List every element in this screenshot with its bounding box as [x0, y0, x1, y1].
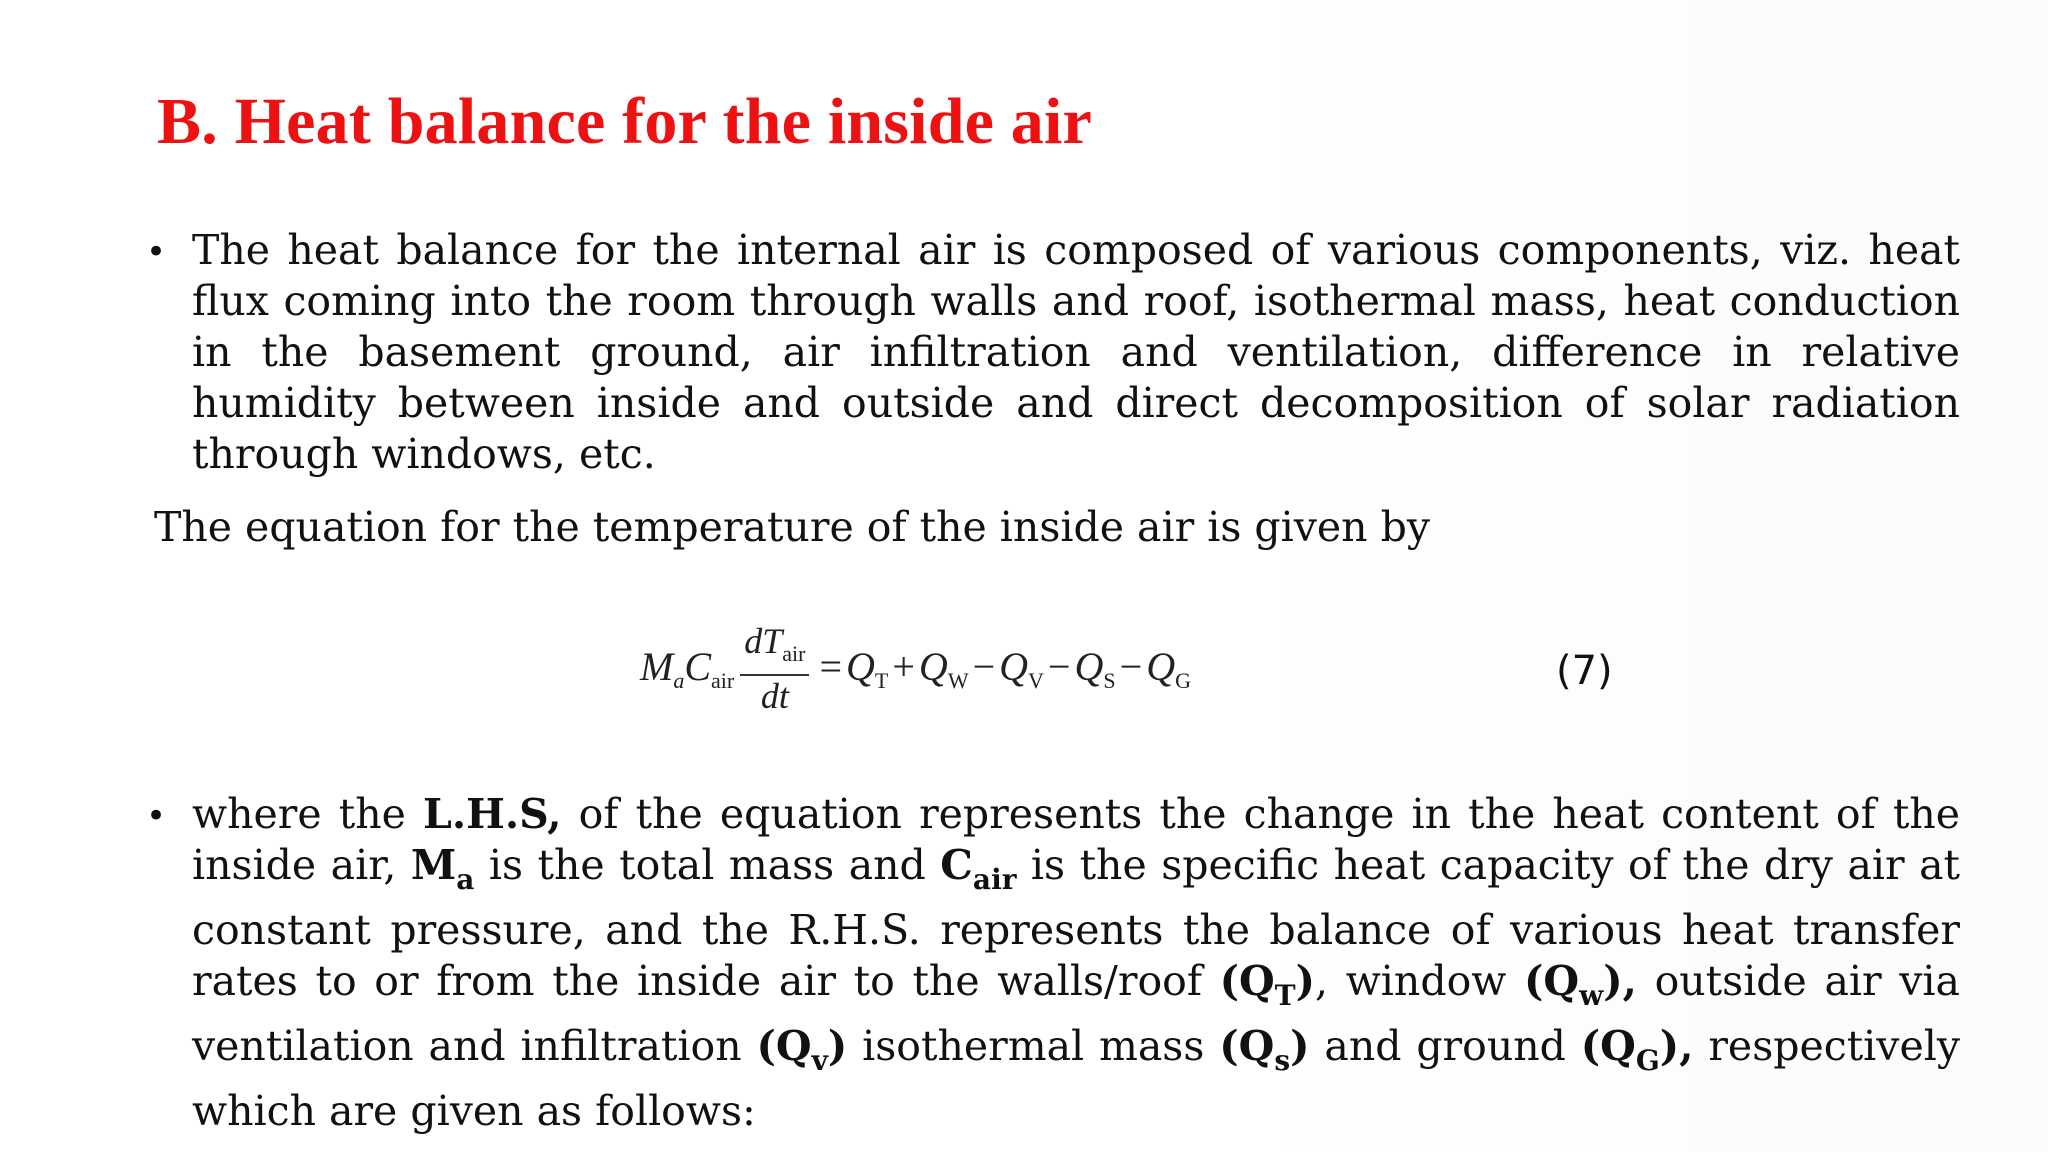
equation-term-qw: $Q_W$ [918, 643, 969, 693]
equation-operator: − [1047, 643, 1071, 689]
qw-symbol: $(Q_w)$, [1524, 957, 1637, 1012]
equation-number: (7) [1556, 648, 1613, 694]
equation-term-qt: $Q_T$ [846, 643, 889, 693]
bullet-paragraph-2: where the L.H.S, of the equation represents the change in the heat content of the inside air, $M_a$ is the total mass and $C_{air}$ is the specific heat capacity of the dry air at constant pressure, and the R.H.S. represents the balance of various heat transfer rates to or from the inside air to the walls/roof $(Q_T)$, window $(Q_w)$, outside air via ventilation and infiltration $(Q_v)$ isothermal mass $(Q_s)$ and ground $(Q_G)$, respectively which are given as follows: [192, 790, 1961, 1135]
qv-symbol: $(Q_v)$ [756, 1022, 848, 1077]
qt-symbol: $(Q_T)$ [1219, 957, 1316, 1012]
fraction-numerator: $dT_{air}$ [744, 620, 806, 666]
bullet-marker: • [146, 232, 167, 272]
equation-intro: The equation for the temperature of the inside air is given by [154, 503, 1431, 551]
mass-symbol: $M_a$ [410, 841, 475, 896]
equation-operator: − [1119, 643, 1143, 689]
equation-7 [640, 618, 1191, 718]
bullet-paragraph-1: The heat balance for the internal air is composed of various components, viz. heat flux coming into the room through walls and roof, isothermal mass, heat conduction in the basement ground, air infiltration and ventilation, difference in relative humidity between inside and outside and direct decomposition of solar radiation through windows, etc. [192, 226, 1960, 478]
qg-symbol: $(Q_G)$, [1580, 1022, 1694, 1077]
fraction-denominator: dt [760, 675, 789, 716]
equation-operator: = [819, 643, 843, 689]
equation-fraction [740, 621, 809, 716]
equation-lhs-mass: $M_a$ [640, 643, 685, 693]
equation-rhs [815, 643, 1191, 694]
equation-operator: + [892, 643, 915, 689]
equation-operator: − [972, 643, 996, 689]
equation-lhs-heat-capacity: $C_{air}$ [684, 643, 735, 693]
equation-term-qv: $Q_V$ [999, 643, 1044, 693]
heat-capacity-symbol: $C_{air}$ [940, 841, 1017, 896]
qs-symbol: $(Q_s)$ [1219, 1022, 1310, 1077]
lhs-term: L.H.S, [423, 790, 562, 838]
bullet-marker: • [146, 796, 167, 836]
slide-title: B. Heat balance for the inside air [157, 85, 1093, 158]
equation-term-qs: $Q_S$ [1074, 643, 1116, 693]
equation-term-qg: $Q_G$ [1146, 643, 1191, 693]
